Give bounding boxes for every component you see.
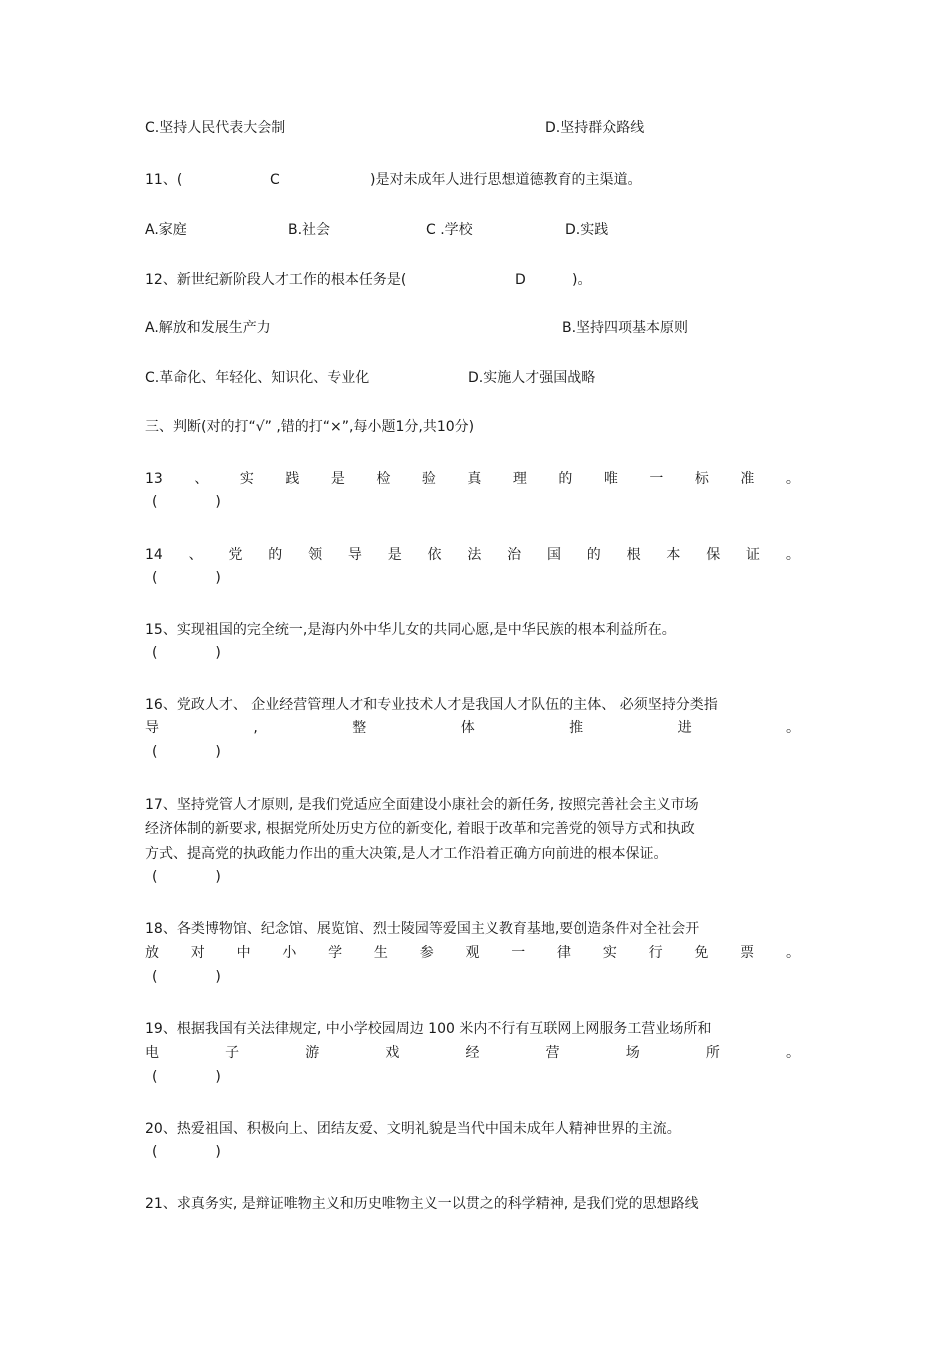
q14-char: 是 xyxy=(387,547,402,563)
q16-statement-line2 xyxy=(145,719,800,737)
q14-char: 的 xyxy=(586,547,601,563)
q18-char: 实 xyxy=(602,945,617,961)
q13-char: 一 xyxy=(649,471,664,487)
section-heading: 三、判断(对的打“√” ,错的打“×”,每小题1分,共10分) xyxy=(145,419,475,435)
q12-answer: D xyxy=(515,272,526,288)
q20-answer-blank: ( ) xyxy=(152,1144,221,1160)
q18-char: 学 xyxy=(328,945,343,961)
q15-answer-blank: ( ) xyxy=(152,645,221,661)
q17-statement-line1: 17、坚持党管人才原则, 是我们党适应全面建设小康社会的新任务, 按照完善社会主义市场 xyxy=(145,797,699,813)
q18-char: 放 xyxy=(145,945,159,961)
q18-char: 对 xyxy=(190,945,205,961)
q10-option-c: C.坚持人民代表大会制 xyxy=(145,120,286,136)
q18-answer-blank: ( ) xyxy=(152,969,221,985)
q14-char: 的 xyxy=(268,547,283,563)
q14-char: 党 xyxy=(228,547,243,563)
q12-option-a: A.解放和发展生产力 xyxy=(145,320,271,336)
q13-char: 真 xyxy=(467,471,482,487)
q18-char: 行 xyxy=(648,945,663,961)
q14-char: 、 xyxy=(188,547,203,563)
q13-char: 13 xyxy=(145,471,163,487)
q13-char: 践 xyxy=(285,471,300,487)
q11-answer: C xyxy=(270,172,280,188)
q18-char: 参 xyxy=(419,945,434,961)
q14-char: 证 xyxy=(746,547,761,563)
q13-statement xyxy=(145,470,800,488)
q14-char: 本 xyxy=(666,547,681,563)
q19-char: 电 xyxy=(145,1045,159,1061)
q19-char: 经 xyxy=(465,1045,480,1061)
q14-char: 。 xyxy=(785,547,800,563)
q11-stem-prefix: 11、( xyxy=(145,172,183,188)
q12-option-b: B.坚持四项基本原则 xyxy=(562,320,689,336)
q16-char: 整 xyxy=(352,720,367,736)
q19-char: 。 xyxy=(786,1045,800,1061)
q13-char: 验 xyxy=(421,471,436,487)
q18-char: 中 xyxy=(236,945,251,961)
q19-char: 场 xyxy=(625,1045,640,1061)
q12-stem-suffix: )。 xyxy=(572,272,592,288)
q13-char: 。 xyxy=(785,471,800,487)
q13-char: 检 xyxy=(376,471,391,487)
q19-char: 游 xyxy=(305,1045,320,1061)
q17-statement-line3: 方式、提高党的执政能力作出的重大决策,是人才工作沿着正确方向前进的根本保证。 xyxy=(145,846,668,862)
q13-char: 理 xyxy=(512,471,527,487)
q14-char: 治 xyxy=(507,547,522,563)
q11-option-b: B.社会 xyxy=(288,222,331,238)
q15-statement: 15、实现祖国的完全统一,是海内外中华儿女的共同心愿,是中华民族的根本利益所在。 xyxy=(145,622,676,638)
q11-option-d: D.实践 xyxy=(565,222,609,238)
q16-char: 导 xyxy=(145,720,159,736)
q13-char: 唯 xyxy=(603,471,618,487)
q13-char: 标 xyxy=(694,471,709,487)
q18-char: 律 xyxy=(557,945,572,961)
q18-char: 生 xyxy=(373,945,388,961)
q14-char: 14 xyxy=(145,547,163,563)
q16-statement-line1: 16、党政人才、 企业经营管理人才和专业技术人才是我国人才队伍的主体、 必须坚持分类指 xyxy=(145,697,718,713)
q18-char: 免 xyxy=(694,945,709,961)
q19-char: 所 xyxy=(705,1045,720,1061)
q18-statement-line2 xyxy=(145,944,800,962)
q20-statement: 20、热爱祖国、积极向上、团结友爱、文明礼貌是当代中国未成年人精神世界的主流。 xyxy=(145,1121,681,1137)
q13-char: 是 xyxy=(330,471,345,487)
q16-char: 推 xyxy=(569,720,584,736)
q19-answer-blank: ( ) xyxy=(152,1069,221,1085)
q14-char: 根 xyxy=(626,547,641,563)
q14-statement xyxy=(145,546,800,564)
q16-answer-blank: ( ) xyxy=(152,744,221,760)
q19-char: 戏 xyxy=(385,1045,400,1061)
q18-statement-line1: 18、各类博物馆、纪念馆、展览馆、烈士陵园等爱国主义教育基地,要创造条件对全社会开 xyxy=(145,921,700,937)
q14-answer-blank: ( ) xyxy=(152,570,221,586)
q19-char: 子 xyxy=(225,1045,240,1061)
q17-statement-line2: 经济体制的新要求, 根据党所处历史方位的新变化, 着眼于改革和完善党的领导方式和执政 xyxy=(145,821,695,837)
q18-char: 一 xyxy=(511,945,526,961)
q13-char: 、 xyxy=(194,471,209,487)
q12-option-c: C.革命化、年轻化、知识化、专业化 xyxy=(145,370,370,386)
q13-answer-blank: ( ) xyxy=(152,494,221,510)
q14-char: 领 xyxy=(308,547,323,563)
q14-char: 保 xyxy=(706,547,721,563)
q11-option-a: A.家庭 xyxy=(145,222,187,238)
q13-char: 实 xyxy=(239,471,254,487)
q12-stem-prefix: 12、新世纪新阶段人才工作的根本任务是( xyxy=(145,272,407,288)
q14-char: 导 xyxy=(347,547,362,563)
q18-char: 票 xyxy=(740,945,755,961)
q19-char: 营 xyxy=(545,1045,560,1061)
q16-char: 体 xyxy=(460,720,475,736)
q14-char: 国 xyxy=(546,547,561,563)
q16-char: , xyxy=(253,720,258,736)
q19-statement-line1: 19、根据我国有关法律规定, 中小学校园周边 100 米内不行有互联网上网服务工营业场所和 xyxy=(145,1021,712,1037)
q14-char: 法 xyxy=(467,547,482,563)
q13-char: 准 xyxy=(740,471,755,487)
q18-char: 。 xyxy=(785,945,800,961)
q16-char: 。 xyxy=(785,720,800,736)
q14-char: 依 xyxy=(427,547,442,563)
q18-char: 观 xyxy=(465,945,480,961)
q13-char: 的 xyxy=(558,471,573,487)
q11-stem-suffix: )是对未成年人进行思想道德教育的主渠道。 xyxy=(370,172,642,188)
q17-answer-blank: ( ) xyxy=(152,869,221,885)
q12-option-d: D.实施人才强国战略 xyxy=(468,370,596,386)
q18-char: 小 xyxy=(282,945,297,961)
q16-char: 进 xyxy=(677,720,692,736)
q10-option-d: D.坚持群众路线 xyxy=(545,120,645,136)
q21-statement: 21、求真务实, 是辩证唯物主义和历史唯物主义一以贯之的科学精神, 是我们党的思想路线 xyxy=(145,1196,699,1212)
q11-option-c: C .学校 xyxy=(426,222,473,238)
q19-statement-line2 xyxy=(145,1044,800,1062)
